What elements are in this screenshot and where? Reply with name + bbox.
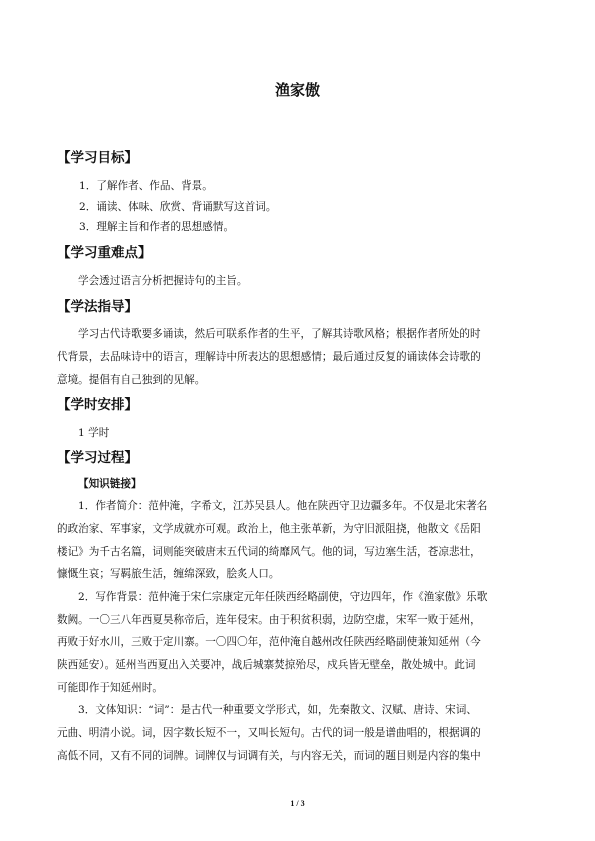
key-points-text: 学会透过语言分析把握诗句的主旨。 (78, 275, 248, 287)
subheading-knowledge-link: 【知识链接】 (78, 478, 142, 490)
paragraph-line: 慷慨生哀；写羁旅生活，缠绵深致，脍炙人口。 (57, 568, 280, 580)
paragraph-line: 1．作者简介：范仲淹，字希文，江苏吴县人。他在陕西守卫边疆多年。不仅是北宋著名 (78, 500, 488, 512)
goal-item: 1．了解作者、作品、背景。 (79, 180, 213, 192)
paragraph-line: 数阙。一〇三八年西夏昊称帝后，连年侵宋。由于积贫积弱，边防空虚，宋军一败于延州， (57, 614, 481, 626)
heading-method: 【学法指导】 (57, 299, 138, 315)
schedule-text: 1 学时 (78, 427, 110, 439)
paragraph-line: 再败于好水川，三败于定川寨。一〇四〇年，范仲淹自越州改任陕西经略副使兼知延州（今 (57, 636, 481, 648)
paragraph-line: 3．文体知识：“词”：是古代一种重要文学形式，如，先秦散文、汉赋、唐诗、宋词、 (78, 704, 477, 716)
goal-item: 2．诵读、体味、欣赏、背诵默写这首词。 (79, 201, 277, 213)
heading-key-points: 【学习重难点】 (57, 245, 152, 261)
paragraph-line: 2．写作背景：范仲淹于宋仁宗康定元年任陕西经略副使，守边四年，作《渔家傲》乐歌 (78, 591, 488, 603)
method-line: 意境。提倡有自己独到的见解。 (57, 374, 206, 386)
paragraph-line: 元曲、明清小说。词，因字数长短不一，又叫长短句。古代的词一般是谱曲唱的，根据调的 (57, 727, 481, 739)
goal-item: 3．理解主旨和作者的思想感情。 (79, 221, 235, 233)
paragraph-line: 可能即作于知延州时。 (57, 682, 163, 694)
heading-schedule: 【学时安排】 (57, 397, 138, 413)
page-number: 1 / 3 (290, 799, 305, 808)
method-line: 学习古代诗歌要多诵读，然后可联系作者的生平，了解其诗歌风格；根据作者所处的时 (78, 328, 481, 340)
paragraph-line: 高低不同，又有不同的词牌。词牌仅与词调有关，与内容无关，而词的题目则是内容的集中 (57, 750, 481, 762)
heading-process: 【学习过程】 (57, 450, 138, 466)
paragraph-line: 的政治家、军事家，文学成就亦可观。政治上，他主张革新，为守旧派阻挠，他散文《岳阳 (57, 523, 481, 535)
method-line: 代背景，去品味诗中的语言，理解诗中所表达的思想感情；最后通过反复的诵读体会诗歌的 (57, 351, 481, 363)
paragraph-line: 陕西延安）。延州当西夏出入关要冲，战后城寨焚掠殆尽，戍兵皆无壁垒，散处城中。此词 (57, 659, 476, 671)
page-title: 渔家傲 (274, 81, 320, 99)
paragraph-line: 楼记》为千古名篇，词则能突破唐末五代词的绮靡风气。他的词，写边塞生活，苍凉悲壮， (57, 546, 481, 558)
heading-goals: 【学习目标】 (57, 150, 138, 166)
